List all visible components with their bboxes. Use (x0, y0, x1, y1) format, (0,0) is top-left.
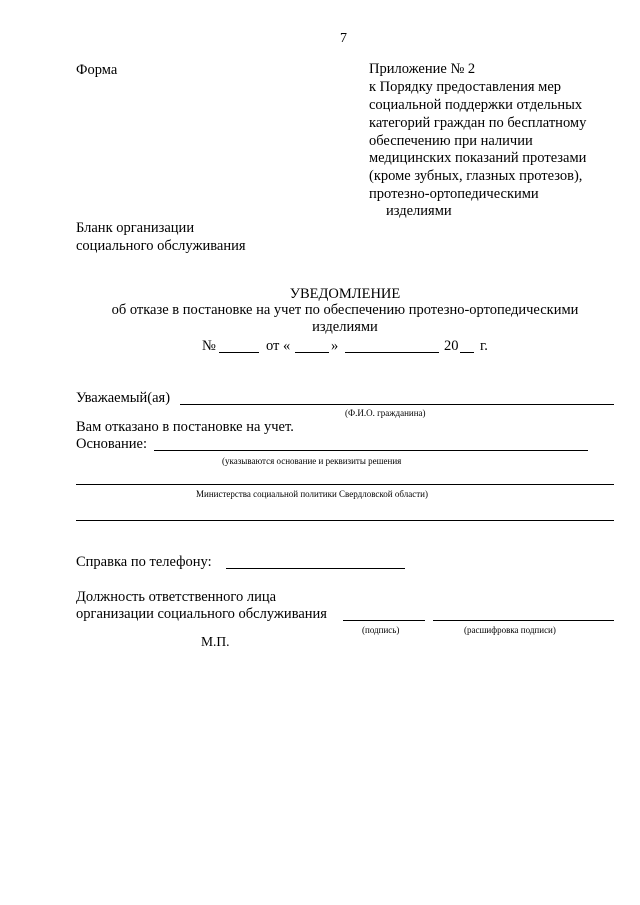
appendix-line: медицинских показаний протезами (369, 150, 587, 166)
notice-subtitle-1: об отказе в постановке на учет по обеспечению протезно-ортопедическими (111, 302, 579, 318)
appendix-line: к Порядку предоставления мер (369, 79, 562, 95)
phone-field[interactable] (226, 568, 405, 569)
appendix-line: (кроме зубных, глазных протезов), (369, 168, 583, 184)
basis-field-continued[interactable] (76, 484, 614, 485)
appendix-line: обеспечению при наличии (369, 133, 533, 149)
year-suffix: г. (480, 338, 488, 354)
basis-field-extra[interactable] (76, 520, 614, 521)
fio-field[interactable] (180, 404, 614, 405)
date-from-label: от « (266, 338, 291, 354)
quote-close: » (331, 338, 339, 354)
stamp-label: М.П. (201, 634, 230, 649)
basis-label: Основание: (76, 436, 147, 452)
basis-field[interactable] (154, 450, 588, 451)
year-field[interactable] (460, 352, 474, 353)
phone-label: Справка по телефону: (76, 554, 212, 570)
ministry-hint: Министерства социальной политики Свердловской области) (196, 489, 428, 499)
fio-hint: (Ф.И.О. гражданина) (345, 408, 426, 418)
blank-line-2: социального обслуживания (76, 238, 246, 254)
page-number: 7 (340, 31, 347, 46)
number-sign: № (202, 338, 216, 354)
number-field[interactable] (219, 352, 259, 353)
greeting-label: Уважаемый(ая) (76, 390, 171, 406)
appendix-line: социальной поддержки отдельных (369, 97, 583, 113)
appendix-line: изделиями (386, 203, 452, 219)
position-line-2: организации социального обслуживания (76, 606, 327, 622)
signature-field[interactable] (343, 620, 425, 621)
basis-hint: (указываются основание и реквизиты решения (222, 456, 402, 466)
notice-title: УВЕДОМЛЕНИЕ (289, 286, 401, 302)
decode-hint: (расшифровка подписи) (464, 625, 556, 635)
day-field[interactable] (295, 352, 329, 353)
refused-text: Вам отказано в постановке на учет. (76, 419, 294, 435)
appendix-line: категорий граждан по бесплатному (369, 115, 587, 131)
appendix-line: протезно-ортопедическими (369, 186, 539, 202)
signature-decode-field[interactable] (433, 620, 614, 621)
signature-hint: (подпись) (362, 625, 400, 635)
month-field[interactable] (345, 352, 439, 353)
year-prefix: 20 (444, 338, 459, 354)
appendix-line: Приложение № 2 (369, 61, 476, 77)
notice-subtitle-2: изделиями (312, 319, 378, 335)
position-line-1: Должность ответственного лица (76, 589, 277, 605)
form-label: Форма (76, 62, 118, 78)
blank-line-1: Бланк организации (76, 220, 195, 236)
